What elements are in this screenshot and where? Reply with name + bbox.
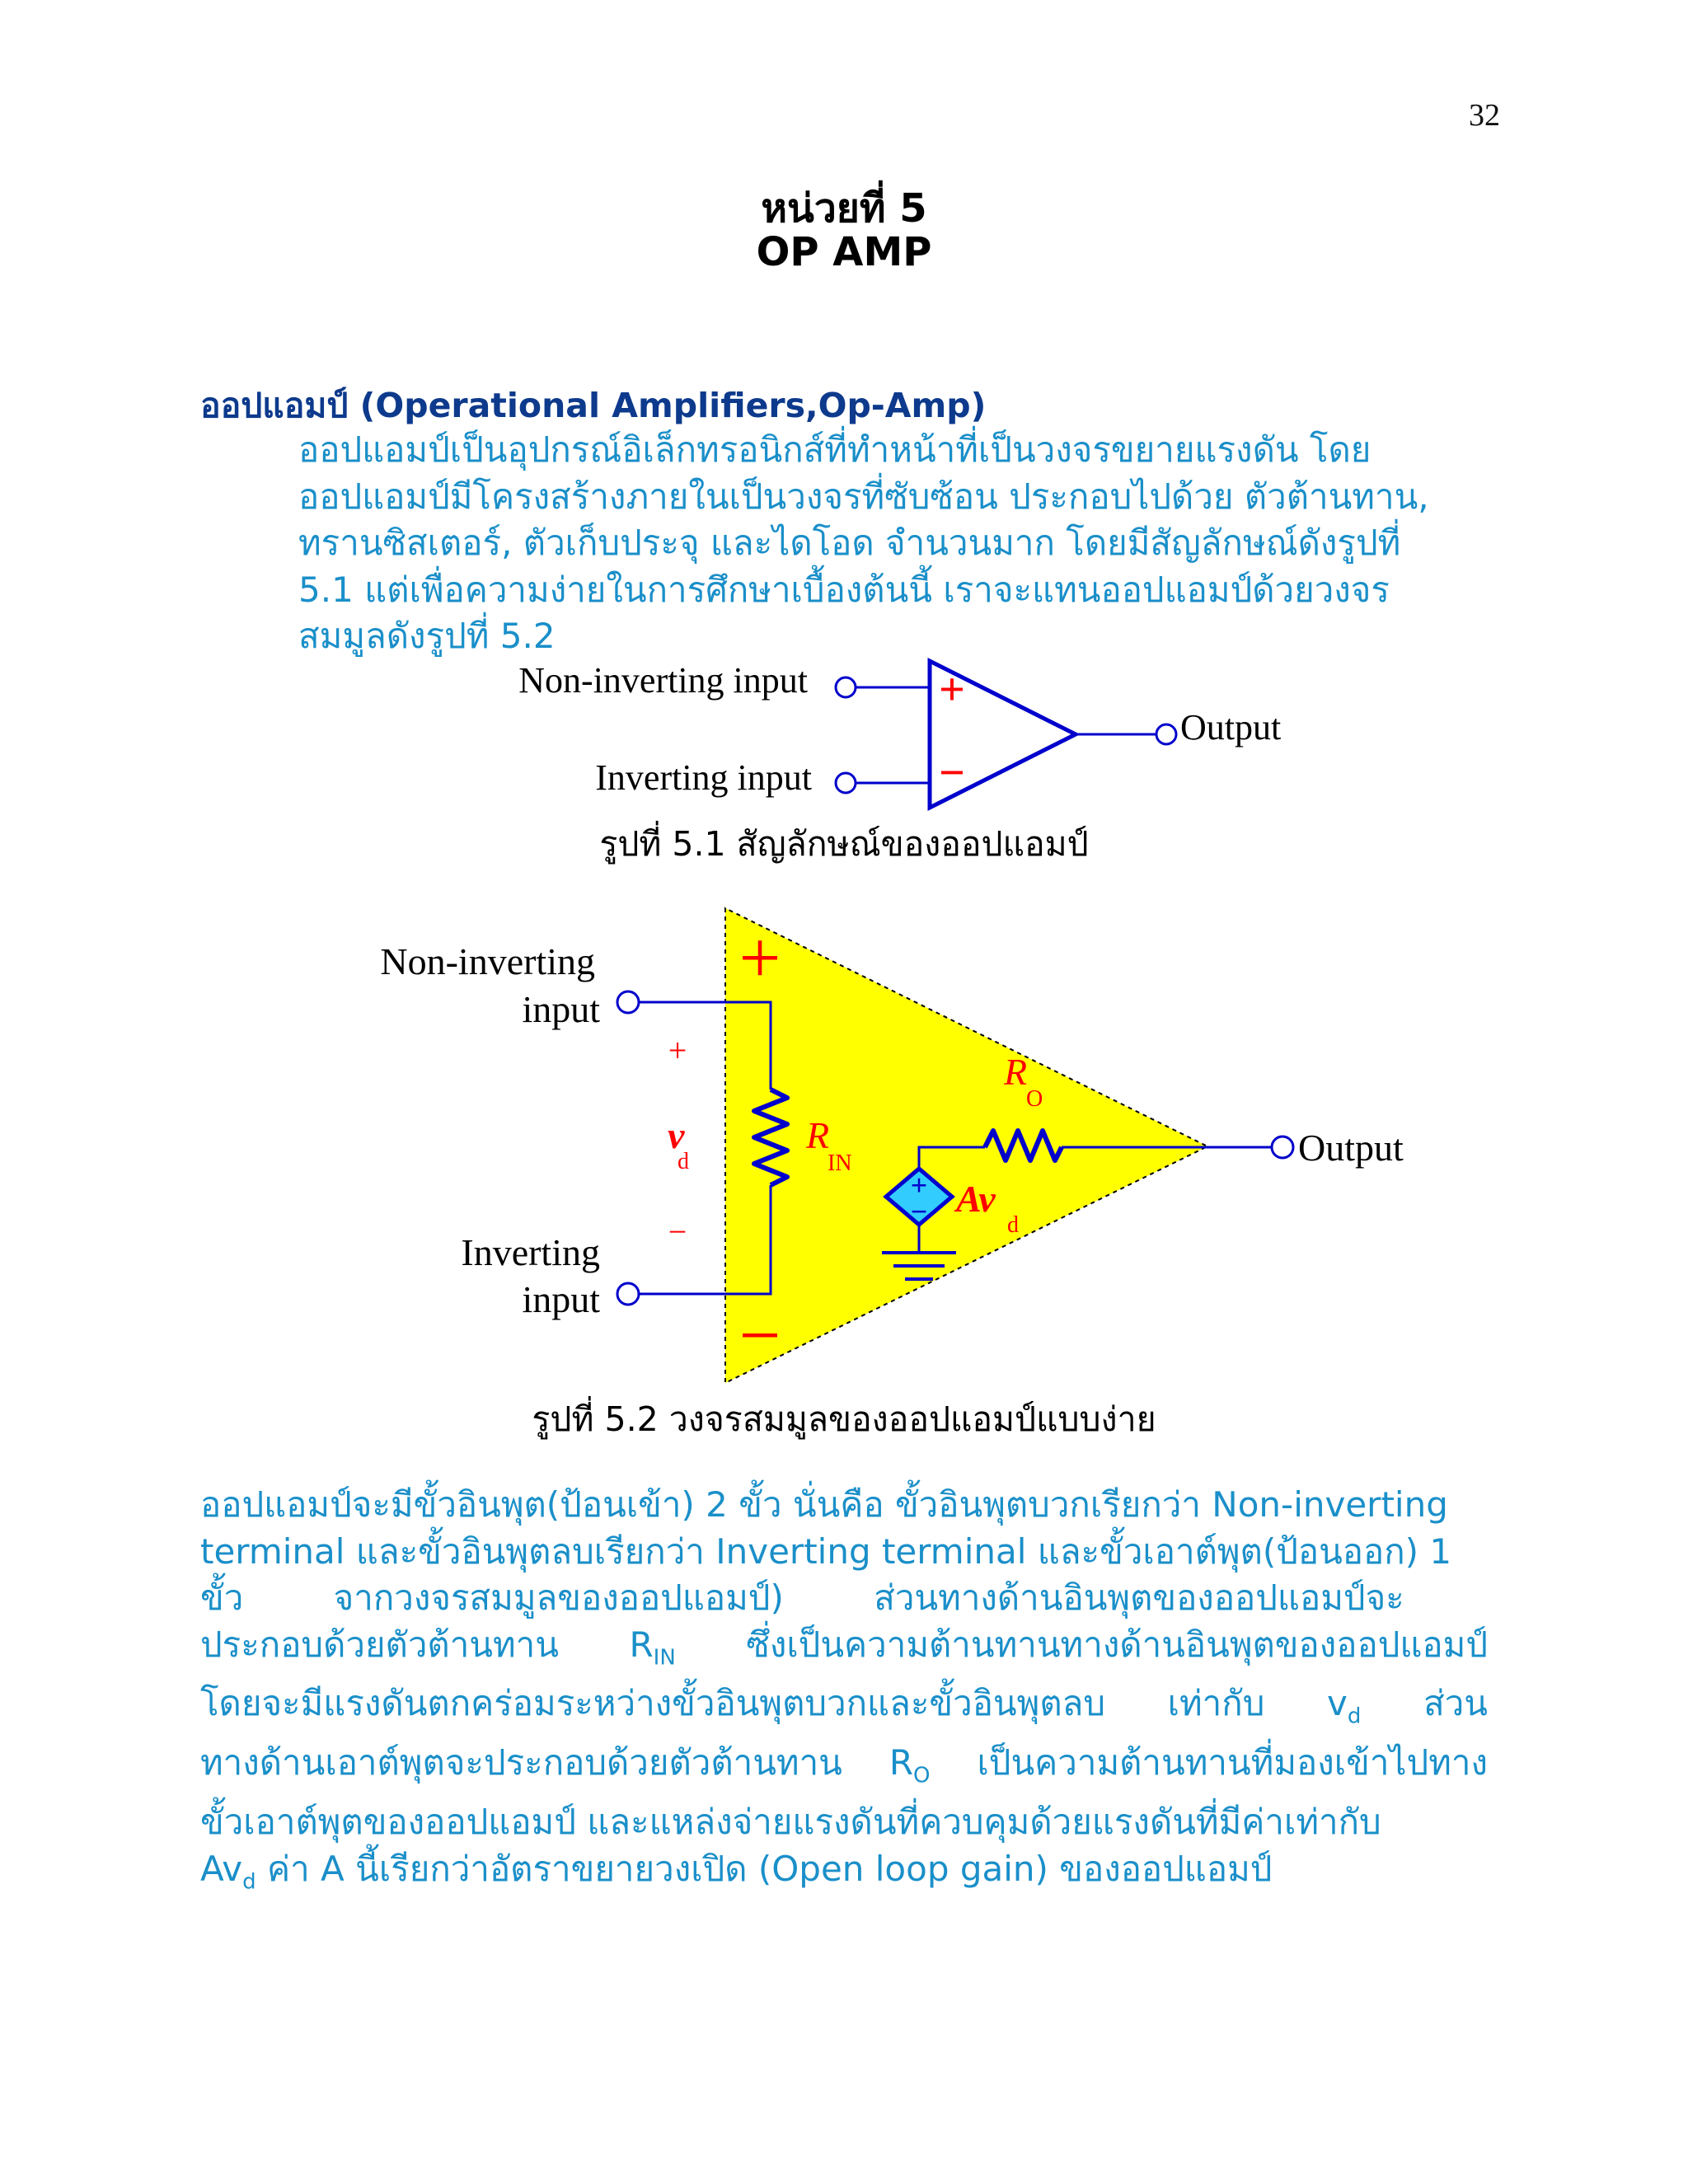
big-plus-sign: + xyxy=(738,917,781,999)
vd-symbol: v xyxy=(668,1114,685,1156)
chapter-unit: หน่วยที่ 5 xyxy=(761,185,927,232)
output-terminal xyxy=(1156,724,1176,744)
plus-sign: + xyxy=(939,664,965,715)
source-minus-sign: − xyxy=(910,1195,928,1228)
inverting-label-line2: input xyxy=(522,1278,600,1320)
opamp-body xyxy=(725,908,1207,1383)
body-line: ออปแอมป์จะมีขั้วอินพุต(ป้อนเข้า) 2 ขั้ว นั่นคือ ขั้วอินพุตบวกเรียกว่า Non-inverting xyxy=(200,1484,1448,1525)
chapter-title: OP AMP xyxy=(756,229,932,275)
vd-plus-sign: + xyxy=(668,1032,687,1069)
avd-symbol: Av xyxy=(956,1178,996,1220)
body-line xyxy=(200,1846,1488,1905)
non-inverting-label-line1: Non-inverting xyxy=(380,940,595,982)
non-inverting-terminal xyxy=(617,991,639,1013)
body-line: ขั้ว จากวงจรสมมูลของออปแอมป์) ส่วนทางด้านอินพุตของออปแอมป์จะ xyxy=(200,1577,1404,1618)
non-inverting-label-line2: input xyxy=(522,988,600,1030)
body-line: ขั้วเอาต์พุตของออปแอมป์ และแหล่งจ่ายแรงดันที่ควบคุมด้วยแรงดันที่มีค่าเท่ากับ xyxy=(200,1802,1381,1843)
body-line: terminal และขั้วอินพุตลบเรียกว่า Inverting terminal และขั้วเอาต์พุต(ป้อนออก) 1 xyxy=(200,1530,1452,1572)
vd-subscript: d xyxy=(1347,1704,1362,1729)
rin-subscript: IN xyxy=(828,1151,852,1176)
page-number: 32 xyxy=(1469,98,1500,133)
rin-subscript: IN xyxy=(653,1644,676,1670)
output-terminal xyxy=(1272,1137,1293,1158)
source-plus-sign: + xyxy=(910,1169,928,1202)
vd-minus-sign: − xyxy=(668,1213,687,1250)
section-heading: ออปแอมป์ (Operational Amplifiers,Op-Amp) xyxy=(200,386,987,425)
intro-line: ออปแอมป์เป็นอุปกรณ์อิเล็กทรอนิกส์ที่ทำหน้าที่เป็นวงจรขยายแรงดัน โดย xyxy=(298,429,1372,470)
figure1-caption: รูปที่ 5.1 สัญลักษณ์ของออปแอมป์ xyxy=(599,824,1089,864)
intro-paragraph xyxy=(298,427,1469,660)
non-inverting-input-label: Non-inverting input xyxy=(518,660,808,701)
inverting-input-label: Inverting input xyxy=(595,757,812,798)
body-paragraph xyxy=(200,1482,1488,1905)
body-text-fragment: โดยจะมีแรงดันตกคร่อมระหว่างขั้วอินพุตบวกและขั้วอินพุตลบ เท่ากับ v xyxy=(200,1683,1348,1724)
avd-subscript: d xyxy=(1007,1212,1019,1238)
figure-equivalent-circuit xyxy=(330,898,1467,1393)
vd-subscript: d xyxy=(678,1149,689,1174)
figure-opamp-symbol xyxy=(462,651,1319,816)
avd-subscript: d xyxy=(242,1869,256,1895)
inverting-label-line1: Inverting xyxy=(461,1231,600,1273)
body-text-fragment: ซึ่งเป็นความต้านทานทางด้านอินพุตของออปแอมป์ xyxy=(746,1624,1488,1665)
non-inverting-terminal xyxy=(836,677,856,697)
ro-symbol: R xyxy=(1004,1051,1028,1093)
output-label: Output xyxy=(1298,1127,1404,1169)
ro-subscript: O xyxy=(1026,1086,1043,1112)
intro-line: ทรานซิสเตอร์, ตัวเก็บประจุ และไดโอด จำนวนมาก โดยมีสัญลักษณ์ดังรูปที่ xyxy=(298,523,1401,563)
body-text-fragment: ค่า A นี้เรียกว่าอัตราขยายวงเปิด (Open loop gain) ของออปแอมป์ xyxy=(267,1848,1273,1889)
ro-subscript: O xyxy=(913,1763,931,1788)
body-text-fragment: เป็นความต้านทานที่มองเข้าไปทาง xyxy=(977,1742,1488,1783)
big-minus-sign: − xyxy=(738,1295,781,1376)
rin-symbol: R xyxy=(806,1114,830,1156)
intro-line: ออปแอมป์มีโครงสร้างภายในเป็นวงจรที่ซับซ้อน ประกอบไปด้วย ตัวต้านทาน, xyxy=(298,476,1429,517)
body-text-fragment: ประกอบด้วยตัวต้านทาน R xyxy=(200,1624,654,1665)
body-text-fragment: Av xyxy=(200,1848,243,1889)
inverting-terminal xyxy=(836,773,856,793)
body-line xyxy=(200,1680,1488,1740)
figure2-caption: รูปที่ 5.2 วงจรสมมูลของออปแอมป์แบบง่าย xyxy=(532,1399,1156,1439)
body-text-fragment: ส่วน xyxy=(1423,1683,1488,1724)
output-label: Output xyxy=(1180,707,1282,748)
intro-line: สมมูลดังรูปที่ 5.2 xyxy=(298,616,556,656)
body-line xyxy=(200,1622,1488,1681)
body-line xyxy=(200,1740,1488,1799)
body-text-fragment: ทางด้านเอาต์พุตจะประกอบด้วยตัวต้านทาน R xyxy=(200,1742,914,1783)
intro-line: 5.1 แต่เพื่อความง่ายในการศึกษาเบื้องต้นนี้ เราจะแทนออปแอมป์ด้วยวงจร xyxy=(298,569,1390,610)
inverting-terminal xyxy=(617,1283,639,1305)
minus-sign: − xyxy=(939,748,965,799)
